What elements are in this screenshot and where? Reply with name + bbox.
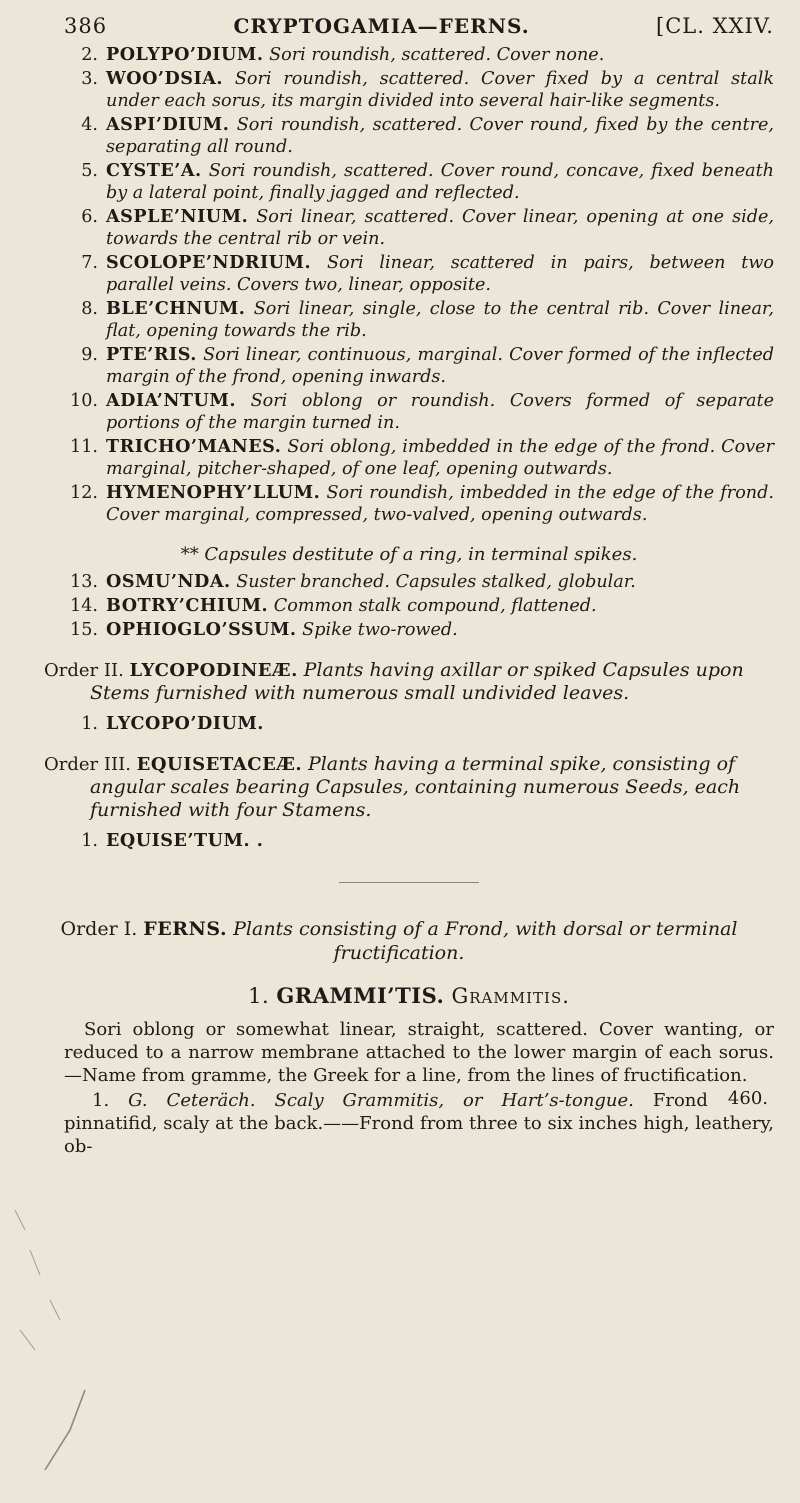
entry-number: 5. — [81, 161, 98, 181]
order-name: LYCOPODINEÆ. — [129, 660, 298, 681]
entry-number: 15. — [70, 620, 98, 640]
genus-entry — [44, 571, 774, 593]
entry-number: 8. — [81, 299, 98, 319]
genus-description: Suster branched. Capsules stalked, globular. — [236, 572, 636, 592]
genus-description: Spike two-rowed. — [302, 620, 458, 640]
genus-entry — [44, 344, 774, 388]
genus-heading — [44, 983, 774, 1008]
genus-entry — [44, 44, 774, 66]
order-description: Plants having a terminal spike, consisting of angular scales bearing Capsules, containing numerous Seeds, each furnished with four Stamens. — [90, 753, 741, 821]
order-label: Order I. — [60, 918, 138, 940]
entry-number: 3. — [81, 69, 98, 89]
genus-name: LYCOPO’DIUM. — [106, 713, 264, 734]
genus-description: Sori roundish, scattered. Cover round, concave, fixed beneath by a lateral point, finally jagged and reflected. — [106, 161, 774, 203]
species-name: G. Ceteräch. — [128, 1090, 256, 1111]
genus-name: BLE’CHNUM. — [106, 298, 246, 319]
species-entry — [44, 1089, 774, 1158]
paper-stain — [0, 1190, 120, 1490]
genus-list — [44, 44, 774, 526]
genus-name: OSMU’NDA. — [106, 571, 231, 592]
genus-description: Sori oblong or roundish. Covers formed of separate portions of the margin turned in. — [106, 391, 775, 433]
genus-entry — [44, 298, 774, 342]
section-subheading: ** Capsules destitute of a ring, in terminal spikes. — [180, 544, 638, 565]
entry-number: 2. — [81, 45, 98, 65]
genus-list-capsules — [44, 571, 774, 641]
genus-entry — [44, 482, 774, 526]
order-name: FERNS. — [143, 918, 228, 940]
genus-description: Sori linear, scattered in pairs, between two parallel veins. Covers two, linear, opposite. — [106, 253, 774, 295]
genus-entry — [44, 114, 774, 158]
genus-name: WOO’DSIA. — [106, 68, 224, 89]
genus-entry — [44, 206, 774, 250]
entry-number: 1. — [81, 831, 98, 851]
order-label: Order II. — [44, 660, 124, 681]
entry-number: 13. — [70, 572, 98, 592]
page-number: 386 — [64, 14, 108, 38]
genus-name: OPHIOGLO’SSUM. — [106, 619, 297, 640]
genus-description: Sori linear, continuous, marginal. Cover formed of the inflected margin of the frond, opening inwards. — [106, 345, 775, 387]
entry-number: 6. — [81, 207, 98, 227]
order-ferns — [44, 917, 774, 965]
genus-description: Sori linear, scattered. Cover linear, opening at one side, towards the central rib or vein. — [106, 207, 775, 249]
running-title: CRYPTOGAMIA—FERNS. — [233, 14, 530, 38]
genus-name: CYSTE’A. — [106, 160, 202, 181]
genus-description: Sori roundish, scattered. Cover none. — [269, 45, 605, 65]
genus-description: Sori oblong, imbedded in the edge of the frond. Cover marginal, pitcher-shaped, of one leaf, opening outwards. — [106, 437, 774, 479]
order-equisetaceae — [44, 753, 774, 822]
description-text: Sori oblong or somewhat linear, straight, scattered. Cover wanting, or reduced to a narrow membrane attached to the lower margin of each sorus.—Name from gramme, the Greek for a line, from the lines of fructification. — [64, 1019, 774, 1086]
species-description: Frond pinnatifid, scaly at the back.——Frond from three to six inches high, leathery, ob- — [64, 1090, 774, 1157]
genus-name: PTE’RIS. — [106, 344, 197, 365]
order-lycopodineae — [44, 659, 774, 705]
reference-number: 460. — [727, 1088, 768, 1109]
genus-entry — [44, 160, 774, 204]
order-name: EQUISETACEÆ. — [136, 754, 303, 775]
genus-name: ASPLE’NIUM. — [106, 206, 249, 227]
entry-number: 1. — [81, 714, 98, 734]
species-common-name: Scaly Grammitis, or Hart’s-tongue. — [274, 1090, 634, 1111]
genus-entry — [44, 595, 774, 617]
genus-name: ASPI’DIUM. — [106, 114, 230, 135]
genus-name: BOTRY’CHIUM. — [106, 595, 269, 616]
entry-number: 14. — [70, 596, 98, 616]
genus-entry — [44, 713, 774, 735]
genus-name: GRAMMI’TIS. — [276, 983, 445, 1008]
genus-entry — [44, 619, 774, 641]
genus-entry — [44, 68, 774, 112]
entry-number: 7. — [81, 253, 98, 273]
genus-name: HYMENOPHY’LLUM. — [106, 482, 321, 503]
genus-number: 1. — [248, 984, 270, 1008]
class-reference: [CL. XXIV. — [656, 14, 774, 38]
genus-entry — [44, 830, 774, 852]
order-description: Plants having axillar or spiked Capsules upon Stems furnished with numerous small undivided leaves. — [90, 659, 744, 704]
entry-number: 10. — [70, 391, 98, 411]
genus-description: Sori roundish, imbedded in the edge of the frond. Cover marginal, compressed, two-valved, opening outwards. — [106, 483, 774, 525]
genus-name: POLYPO’DIUM. — [106, 44, 264, 65]
entry-number: 12. — [70, 483, 98, 503]
genus-name: ADIA’NTUM. — [106, 390, 236, 411]
section-divider — [339, 882, 479, 883]
genus-description: Sori roundish, scattered. Cover fixed by a central stalk under each sorus, its margin divided into several hair-like segments. — [106, 69, 774, 111]
genus-common-name: Grammitis. — [451, 984, 570, 1008]
genus-name: EQUISE’TUM. . — [106, 830, 264, 851]
genus-description: Common stalk compound, flattened. — [273, 596, 597, 616]
genus-description: Sori linear, single, close to the central rib. Cover linear, flat, opening towards the rib. — [106, 299, 775, 341]
entry-number: 9. — [81, 345, 98, 365]
genus-name: SCOLOPE’NDRIUM. — [106, 252, 312, 273]
running-header — [64, 14, 774, 38]
order-description: Plants consisting of a Frond, with dorsal or terminal fructification. — [233, 918, 738, 964]
entry-number: 11. — [70, 437, 98, 457]
genus-entry — [44, 436, 774, 480]
genus-entry — [44, 390, 774, 434]
order-label: Order III. — [44, 754, 131, 775]
entry-number: 4. — [81, 115, 98, 135]
genus-name: TRICHO’MANES. — [106, 436, 282, 457]
species-number: 1. — [92, 1090, 110, 1111]
genus-description: Sori roundish, scattered. Cover round, fixed by the centre, separating all round. — [106, 115, 774, 157]
genus-entry — [44, 252, 774, 296]
